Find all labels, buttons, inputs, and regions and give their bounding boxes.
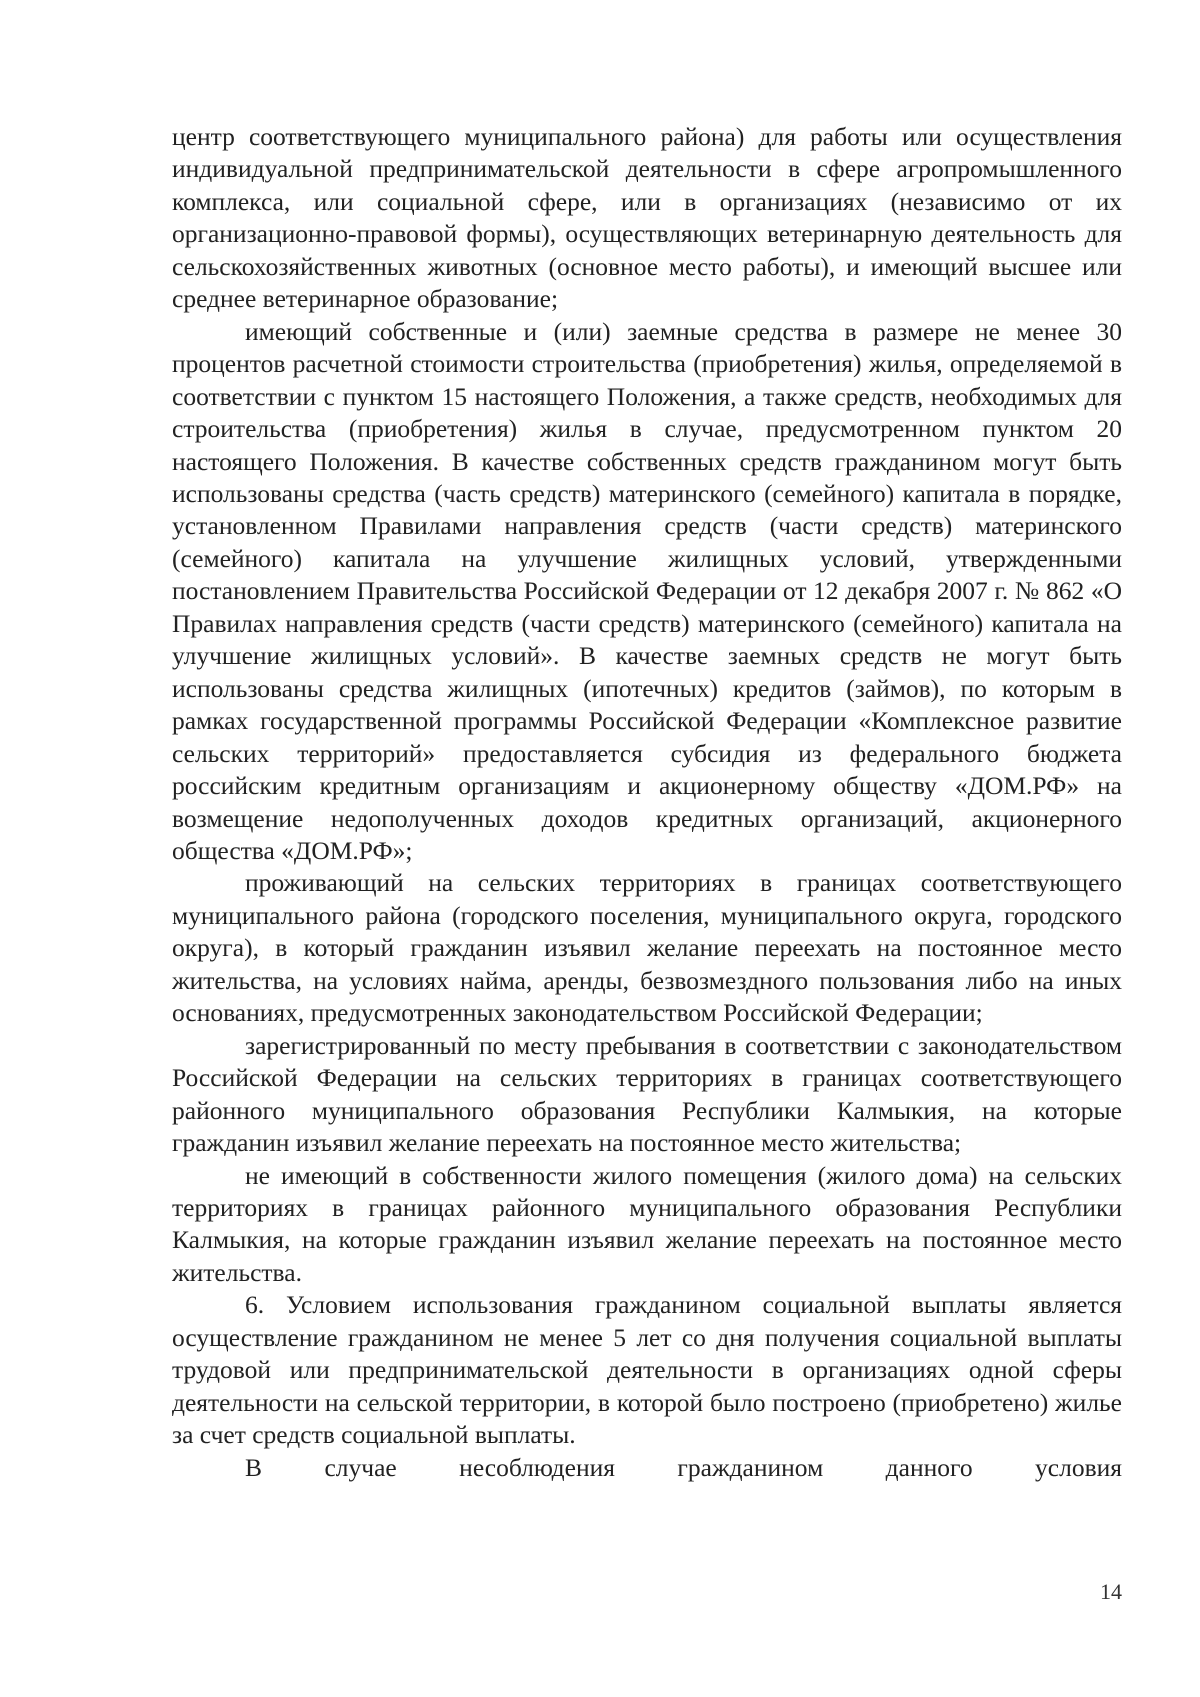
paragraph: В случае несоблюдения гражданином данного условия (245, 1452, 1122, 1482)
paragraph: 6. Условием использования гражданином социальной выплаты является осуществление гражданином не менее 5 лет со дня получения социальной выплаты трудовой или предпринимательской деятельности в организациях одной сферы деятельности на сельской территории, в которой было построено (приобретено) жилье за счет средств социальной выплаты. (172, 1290, 1122, 1450)
paragraph: имеющий собственные и (или) заемные средства в размере не менее 30 процентов расчетной стоимости строительства (приобретения) жилья, определяемой в соответствии с пунктом 15 настоящего Положения, а также средств, необходимых для строительства (приобретения) жилья в случае, предусмотренном пунктом 20 настоящего Положения. В качестве собственных средств гражданином могут быть использованы средства (часть средств) материнского (семейного) капитала в порядке, установленном Правилами направления средств (части средств) материнского (семейного) капитала на улучшение жилищных условий, утвержденными постановлением Правительства Российской Федерации от 12 декабря 2007 г. № 862 «О Правилах направления средств (части средств) материнского (семейного) капитала на улучшение жилищных условий». В качестве заемных средств не могут быть использованы средства жилищных (ипотечных) кредитов (займов), по которым в рамках государственной программы Российской Федерации «Комплексное развитие сельских территорий» предоставляется субсидия из федерального бюджета российским кредитным организациям и акционерному обществу «ДОМ.РФ» на возмещение недополученных доходов кредитных организаций, акционерного общества «ДОМ.РФ»; (172, 316, 1122, 865)
paragraph: проживающий на сельских территориях в границах соответствующего муниципального района (городского поселения, муниципального округа, городского округа), в который гражданин изъявил желание переехать на постоянное место жительства, на условиях найма, аренды, безвозмездного пользования либо на иных основаниях, предусмотренных законодательством Российской Федерации; (172, 868, 1122, 1028)
page-number: 14 (1100, 1579, 1122, 1604)
document-body (172, 121, 1122, 1484)
paragraph: центр соответствующего муниципального района) для работы или осуществления индивидуальной предпринимательской деятельности в сфере агропромышленного комплекса, или социальной сфере, или в организациях (независимо от их организационно-правовой формы), осуществляющих ветеринарную деятельность для сельскохозяйственных животных (основное место работы), и имеющий высшее или среднее ветеринарное образование; (172, 122, 1122, 314)
paragraph: не имеющий в собственности жилого помещения (жилого дома) на сельских территориях в границах районного муниципального образования Республики Калмыкия, на которые гражданин изъявил желание переехать на постоянное место жительства. (172, 1160, 1122, 1287)
paragraph: зарегистрированный по месту пребывания в соответствии с законодательством Российской Федерации на сельских территориях в границах соответствующего районного муниципального образования Республики Калмыкия, на которые гражданин изъявил желание переехать на постоянное место жительства; (172, 1030, 1122, 1158)
